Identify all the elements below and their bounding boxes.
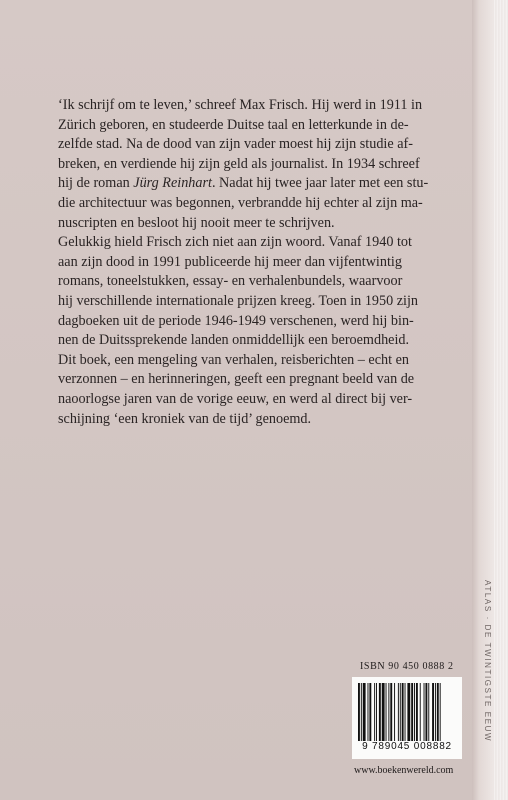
- barcode-bar: [425, 683, 427, 741]
- blurb-line: nen de Duitssprekende landen onmiddellijk een beroemdheid.: [58, 332, 410, 349]
- barcode-bar: [402, 683, 404, 741]
- barcode-bar: [435, 683, 436, 741]
- blurb-line: romans, toneelstukken, essay- en verhalenbundels, waarvoor: [58, 273, 403, 290]
- barcode-bar: [374, 683, 375, 741]
- barcode-bar: [440, 683, 441, 741]
- blurb-line-end: . Nadat hij twee jaar later met een stu-: [211, 175, 429, 192]
- barcode-bar: [358, 683, 360, 741]
- barcode-bar: [398, 683, 399, 741]
- barcode-bar: [379, 683, 381, 741]
- blurb-line: breken, en verdiende hij zijn geld als journalist. In 1934 schreef: [58, 155, 420, 172]
- barcode-bar: [407, 683, 410, 741]
- blurb-line-start: hij de roman: [58, 175, 134, 192]
- blurb-line: verzonnen – en herinneringen, geeft een pregnant beeld van de: [58, 371, 415, 388]
- book-title-italic: Jürg Reinhart: [133, 175, 212, 192]
- blurb-line: zelfde stad. Na de dood van zijn vader moest hij zijn studie af-: [58, 136, 413, 153]
- blurb-line: ‘Ik schrijf om te leven,’ schreef Max Frisch. Hij werd in 1911 in: [58, 97, 423, 113]
- publisher-website: www.boekenwereld.com: [354, 765, 454, 776]
- barcode-bars: [358, 683, 456, 741]
- barcode-bar: [400, 683, 401, 741]
- barcode-bar: [394, 683, 395, 741]
- spine-series-title: ATLAS · DE TWINTIGSTE EEUW: [483, 580, 492, 743]
- barcode-bar: [368, 683, 369, 741]
- barcode-bar: [432, 683, 434, 741]
- blurb-line: hij verschillende internationale prijzen kreeg. Toen in 1950 zijn: [58, 292, 419, 309]
- barcode: [352, 677, 462, 759]
- barcode-bar: [361, 683, 362, 741]
- barcode-bar: [437, 683, 439, 741]
- barcode-bar: [382, 683, 385, 741]
- barcode-bar: [414, 683, 415, 741]
- blurb-line-with-title: [58, 174, 438, 194]
- blurb-line: die architectuur was begonnen, verbrandde hij echter al zijn ma-: [58, 194, 423, 211]
- page-edges: [494, 0, 508, 800]
- blurb-line: aan zijn dood in 1991 publiceerde hij meer dan vijfentwintig: [58, 253, 402, 270]
- barcode-bar: [376, 683, 377, 741]
- blurb-line: nuscripten en besloot hij nooit meer te schrijven.: [58, 214, 335, 231]
- blurb-line: Gelukkig hield Frisch zich niet aan zijn woord. Vanaf 1940 tot: [58, 234, 412, 251]
- barcode-bar: [369, 683, 371, 741]
- barcode-bar: [428, 683, 429, 741]
- barcode-bar: [405, 683, 406, 741]
- barcode-bar: [363, 683, 366, 741]
- blurb-text: [58, 96, 438, 429]
- barcode-bar: [411, 683, 413, 741]
- isbn-label: ISBN 90 450 0888 2: [360, 661, 454, 672]
- blurb-line: dagboeken uit de periode 1946-1949 verschenen, werd hij bin-: [58, 312, 414, 329]
- blurb-line: Dit boek, een mengeling van verhalen, reisberichten – echt en: [58, 351, 410, 368]
- blurb-line: naoorlogse jaren van de vorige eeuw, en werd al direct bij ver-: [58, 390, 413, 407]
- barcode-bar: [386, 683, 387, 741]
- barcode-number: 9 789045 008882: [362, 741, 452, 752]
- barcode-bar: [416, 683, 418, 741]
- blurb-line: Zürich geboren, en studeerde Duitse taal en letterkunde in de-: [58, 116, 409, 133]
- barcode-bar: [388, 683, 389, 741]
- barcode-bar: [424, 683, 425, 741]
- barcode-bar: [420, 683, 421, 741]
- barcode-bar: [390, 683, 392, 741]
- blurb-line: schijning ‘een kroniek van de tijd’ genoemd.: [58, 410, 312, 427]
